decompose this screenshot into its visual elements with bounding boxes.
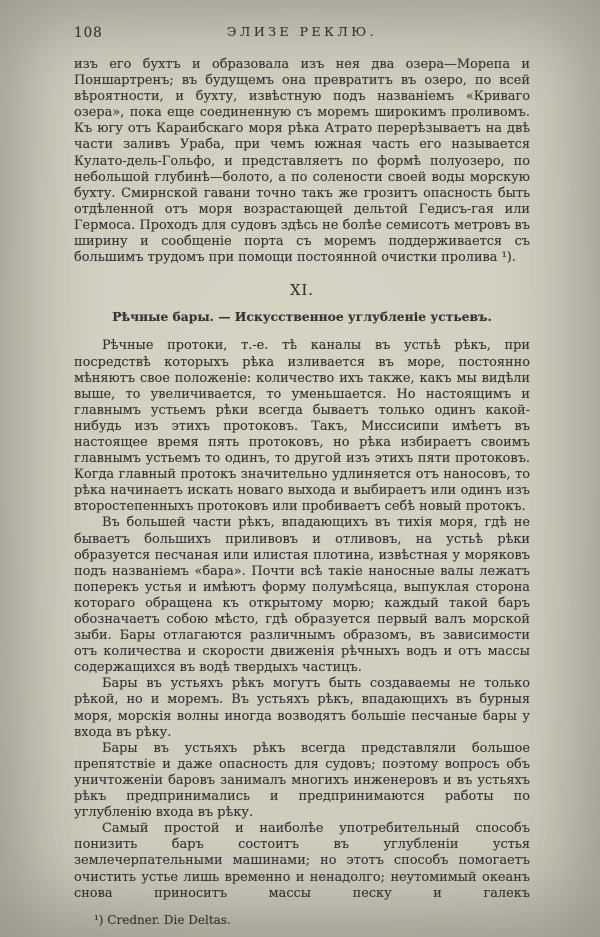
paragraph: Въ большей части рѣкъ, впадающихъ въ тихія моря, гдѣ не бываетъ большихъ приливовъ и отливовъ, на устьѣ рѣки образуется песчаная или илистая плотина, извѣстная у моряковъ подъ названіемъ «бара». Почти всѣ такіе наносные валы лежатъ поперекъ устья и имѣютъ форму полумѣсяца, выпуклая сторона котораго обращена къ открытому морю; каждый такой баръ обозначаетъ собою мѣсто, гдѣ образуется первый валъ морской зыби. Бары отлагаются различнымъ образомъ, въ зависимости отъ количества и скорости движенія рѣчныхъ водъ и отъ массы содержащихся въ водѣ твердыхъ частицъ. <box>74 515 530 676</box>
page-number: 108 <box>74 25 103 41</box>
chapter-title: Рѣчные бары. — Искусственное углубленіе устьевъ. <box>112 309 492 325</box>
paragraph: Рѣчные протоки, т.-е. тѣ каналы въ устьѣ рѣкъ, при посредствѣ которыхъ рѣка изливается въ море, постоянно мѣняютъ свое положеніе: количество ихъ также, какъ мы видѣли выше, то увеличивается, то уменьшается. Но настоящимъ и главнымъ устьемъ рѣки всегда бываетъ только одинъ какой-нибудь изъ этихъ протоковъ. Такъ, Миссисипи имѣетъ въ настоящее время пять протоковъ, но рѣка избираетъ своимъ главнымъ устьемъ то одинъ, то другой изъ этихъ пяти протоковъ. Когда главный протокъ значительно удлиняется отъ наносовъ, то рѣка начинаетъ искать новаго выхода и выбираетъ или одинъ изъ второстепенныхъ протоковъ или пробиваетъ себѣ новый протокъ. <box>74 338 530 515</box>
chapter-number: XI. <box>290 283 314 300</box>
page-header <box>74 24 530 42</box>
running-header: ЭЛИЗЕ РЕКЛЮ. <box>226 24 378 39</box>
paragraph: Бары въ устьяхъ рѣкъ всегда представляли большое препятствіе и даже опасность для судовъ; поэтому вопросъ объ уничтоженіи баровъ занималъ многихъ инженеровъ и въ устьяхъ рѣкъ предпринимались и предпринимаются работы по углубленію входа въ рѣку. <box>74 740 530 821</box>
page-content <box>74 24 530 928</box>
text-block <box>74 57 530 928</box>
paragraph: Самый простой и наиболѣе употребительный способъ понизить баръ состоитъ въ углубленіи устья землечерпательными машинами; но этотъ способъ помогаетъ очистить устье лишь временно и ненадолго; неутомимый океанъ снова приноситъ массы песку и галекъ <box>74 821 530 901</box>
paragraph-intro: изъ его бухтъ и образовала изъ нея два озера—Морепа и Поншартренъ; въ будущемъ она превратитъ въ озеро, по всей вѣроятности, и бухту, извѣстную подъ названіемъ «Криваго озера», пока еще соединенную съ моремъ широкимъ проливомъ. Къ югу отъ Караибскаго моря рѣка Атрато перерѣзываетъ на двѣ части заливъ Ураба, при чемъ южная часть его называется Кулато-дель-Гольфо, и представляетъ по формѣ полуозеро, по небольшой глубинѣ—болото, а по солености своей воды морскую бухту. Смирнской гавани точно такъ же грозитъ опасность быть отдѣленной отъ моря возрастающей дельтой Гедисъ-гая или Гермоса. Проходъ для судовъ здѣсь не болѣе семисотъ метровъ въ ширину и сообщеніе порта съ моремъ поддерживается съ большимъ трудомъ при помощи постоянной очистки пролива ¹). <box>74 57 530 266</box>
footnote: ¹) Credner. Die Deltas. <box>94 912 231 927</box>
paragraph: Бары въ устьяхъ рѣкъ могутъ быть создаваемы не только рѣкой, но и моремъ. Въ устьяхъ рѣкъ, впадающихъ въ бурныя моря, морскія волны иногда возводятъ большіе песчаные бары у входа въ рѣку. <box>74 676 530 740</box>
